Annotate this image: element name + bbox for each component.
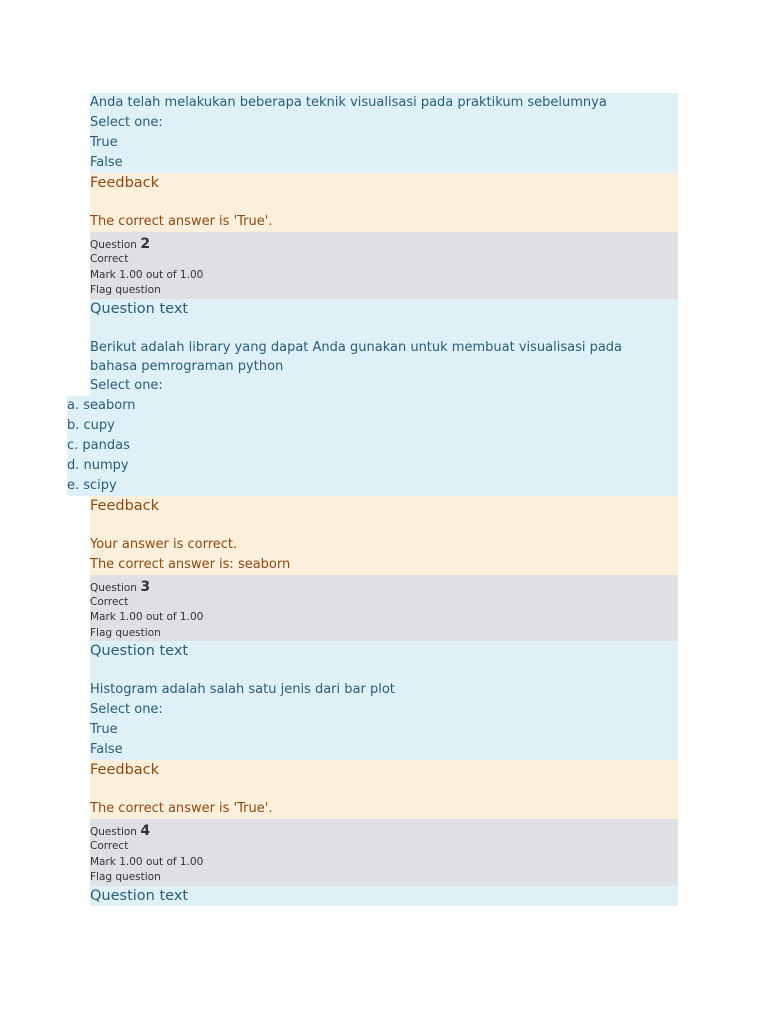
question-1-content bbox=[90, 93, 678, 173]
question-3-feedback-label: Feedback bbox=[90, 762, 160, 778]
question-2-number: 2 bbox=[140, 236, 151, 252]
question-3-option-false[interactable]: False bbox=[90, 742, 123, 757]
question-3-text: Histogram adalah salah satu jenis dari bar plot bbox=[90, 682, 395, 697]
question-2-option-b[interactable]: b. cupy bbox=[67, 417, 115, 433]
question-4-label: Question bbox=[90, 826, 137, 838]
question-3-mark: Mark 1.00 out of 1.00 bbox=[90, 611, 204, 623]
question-4-flag-link[interactable]: Flag question bbox=[90, 871, 161, 883]
question-4-text-label: Question text bbox=[90, 887, 189, 904]
question-3-option-true[interactable]: True bbox=[90, 722, 118, 737]
question-1-feedback-label: Feedback bbox=[90, 175, 160, 191]
question-2-text-label: Question text bbox=[90, 300, 189, 317]
question-4-info bbox=[90, 819, 678, 886]
question-2-options bbox=[67, 396, 678, 496]
question-2-your-answer: Your answer is correct. bbox=[90, 536, 238, 552]
question-4-mark: Mark 1.00 out of 1.00 bbox=[90, 855, 204, 868]
quiz-review-page bbox=[0, 93, 768, 906]
question-2-flag-link[interactable]: Flag question bbox=[90, 284, 161, 296]
question-4-number: 4 bbox=[140, 823, 151, 839]
question-3-select-label: Select one: bbox=[90, 702, 163, 717]
question-2-option-d[interactable]: d. numpy bbox=[67, 457, 129, 473]
question-2-info bbox=[90, 232, 678, 299]
question-2-label: Question bbox=[90, 239, 137, 251]
question-2-feedback-label: Feedback bbox=[90, 497, 160, 514]
question-2-option-c[interactable]: c. pandas bbox=[67, 437, 130, 453]
question-2-feedback bbox=[90, 496, 678, 575]
question-3-flag-link[interactable]: Flag question bbox=[90, 626, 161, 639]
question-3-number: 3 bbox=[140, 578, 151, 595]
question-1-feedback bbox=[90, 173, 678, 232]
question-3-status: Correct bbox=[90, 595, 129, 608]
question-2-heading bbox=[90, 232, 678, 252]
question-3-heading bbox=[90, 575, 678, 595]
question-2-content bbox=[90, 299, 678, 396]
question-2-correct-answer: The correct answer is: seaborn bbox=[90, 556, 291, 572]
question-3-info bbox=[90, 575, 678, 642]
question-1-option-true[interactable]: True bbox=[90, 135, 118, 150]
question-1-correct-answer: The correct answer is 'True'. bbox=[90, 214, 273, 229]
question-2-status: Correct bbox=[90, 253, 129, 265]
question-1-option-false[interactable]: False bbox=[90, 155, 123, 170]
question-3-text-label: Question text bbox=[90, 643, 189, 659]
question-4-status: Correct bbox=[90, 840, 129, 852]
question-2-option-e[interactable]: e. scipy bbox=[67, 477, 117, 493]
question-4-heading bbox=[90, 819, 678, 839]
question-3-feedback bbox=[90, 760, 678, 819]
question-4-content bbox=[90, 886, 678, 906]
question-2-text: Berikut adalah library yang dapat Anda gunakan untuk membuat visualisasi pada bahasa pemrograman python bbox=[90, 339, 623, 374]
question-1-text: Anda telah melakukan beberapa teknik visualisasi pada praktikum sebelumnya bbox=[90, 95, 607, 110]
question-3-content bbox=[90, 641, 678, 760]
question-3-label: Question bbox=[90, 581, 137, 594]
question-2-select-label: Select one: bbox=[90, 377, 163, 393]
question-2-mark: Mark 1.00 out of 1.00 bbox=[90, 268, 204, 281]
question-1-select-label: Select one: bbox=[90, 115, 163, 130]
question-3-correct-answer: The correct answer is 'True'. bbox=[90, 801, 273, 816]
question-2-option-a[interactable]: a. seaborn bbox=[67, 397, 136, 413]
